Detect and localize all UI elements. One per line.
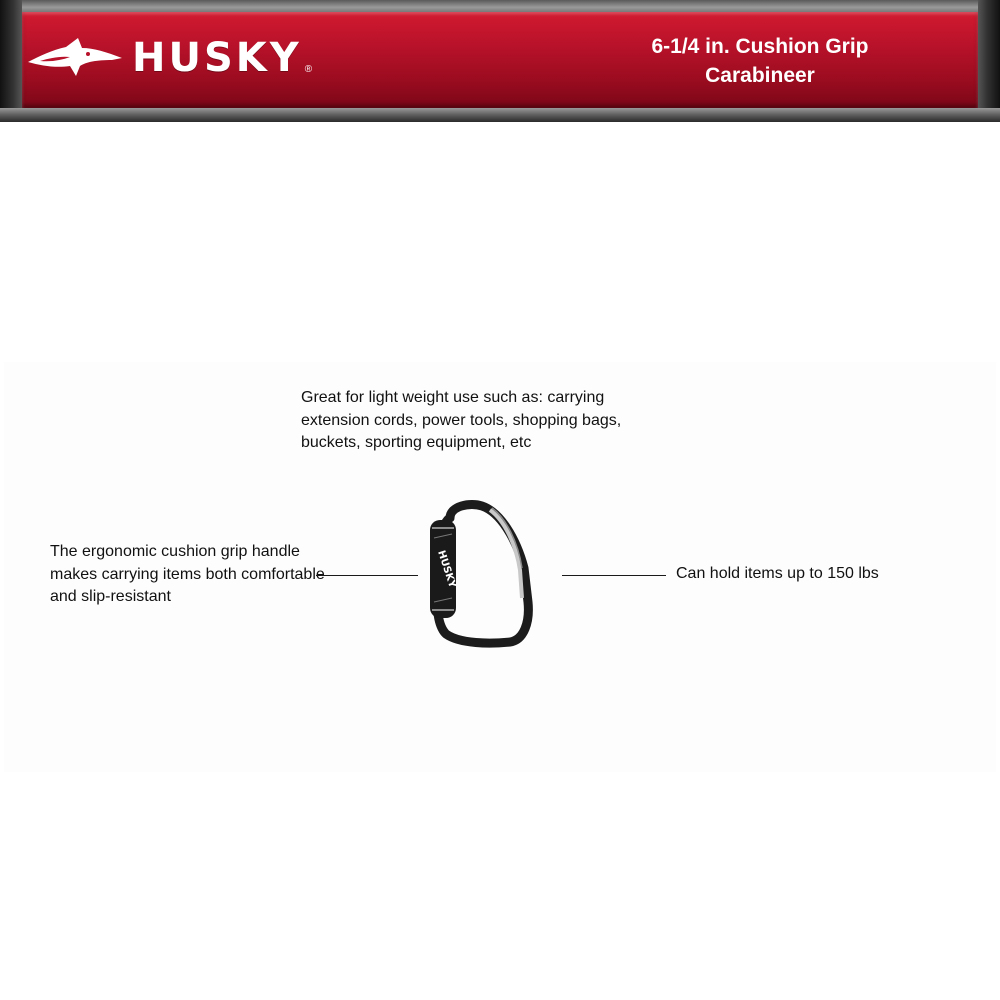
capacity-leader-line: [562, 575, 666, 576]
grip-leader-line: [316, 575, 418, 576]
product-title-line-2: Carabineer: [705, 64, 815, 87]
product-title-line-1: 6-1/4 in. Cushion Grip: [651, 35, 869, 58]
husky-dog-head-icon: [26, 36, 126, 80]
grip-brand-text: HUSKY: [435, 549, 458, 590]
brand-wordmark: HUSKY: [132, 35, 302, 81]
husky-logo: [26, 36, 312, 80]
carabiner-product-image: [420, 498, 540, 650]
registered-mark: ®: [304, 63, 313, 75]
capacity-callout: Can hold items up to 150 lbs: [676, 565, 879, 582]
grip-callout: The ergonomic cushion grip handle makes carrying items both comfortable and slip-resistant: [50, 543, 325, 605]
header-banner: [0, 0, 1000, 122]
carabiner-icon: [420, 498, 540, 650]
banner-left-bevel: [0, 0, 22, 122]
banner-bottom-bevel: [0, 108, 1000, 122]
banner-right-bevel: [978, 0, 1000, 122]
product-title: [600, 32, 920, 90]
usage-callout: Great for light weight use such as: carrying extension cords, power tools, shopping bags, buckets, sporting equipment, etc: [301, 389, 622, 451]
